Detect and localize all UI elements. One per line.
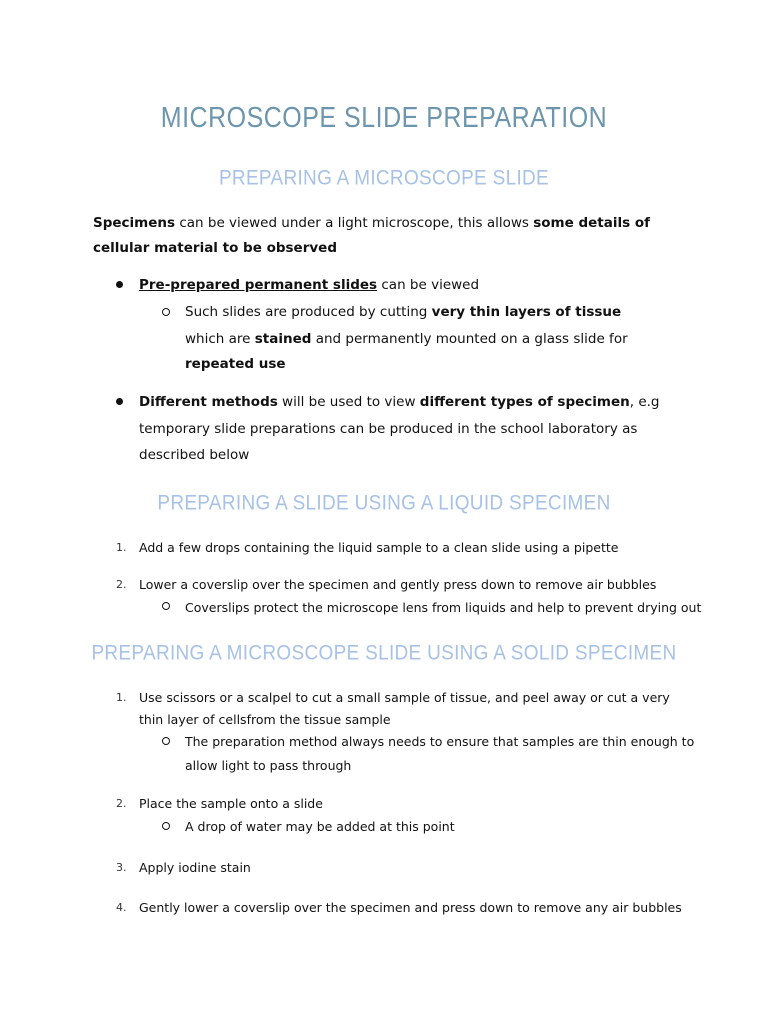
- step-number: 2.: [116, 578, 127, 591]
- bullet-1-line: [139, 273, 479, 298]
- solid-step-2-sub: A drop of water may be added at this point: [185, 819, 455, 834]
- liquid-step-1: Add a few drops containing the liquid sample to a clean slide using a pipette: [139, 540, 619, 555]
- step-number: 2.: [116, 797, 127, 810]
- bullet-circle-icon: [162, 822, 170, 830]
- section-heading-preparing-slide: PREPARING A MICROSCOPE SLIDE: [218, 166, 550, 190]
- liquid-step-2: Lower a coverslip over the specimen and gently press down to remove air bubbles: [139, 577, 657, 592]
- liquid-step-2-sub: Coverslips protect the microscope lens from liquids and help to prevent drying out: [185, 600, 702, 615]
- solid-step-1-sub-line-2: allow light to pass through: [185, 758, 352, 773]
- bullet-2-emphasis-2: different types of specimen: [419, 394, 630, 410]
- sub-bullet-1-stained: stained: [254, 331, 312, 347]
- intro-line-1: [93, 211, 650, 236]
- bullet-2-line-1: [139, 390, 659, 415]
- solid-step-4: Gently lower a coverslip over the specimen and press down to remove any air bubbles: [139, 900, 682, 915]
- intro-text: can be viewed under a light microscope, this allows: [175, 215, 534, 231]
- intro-specimens: Specimens: [93, 215, 176, 231]
- solid-step-1-line-2: thin layer of cellsfrom the tissue sample: [139, 712, 391, 727]
- intro-line-2: [93, 236, 337, 261]
- step-number: 1.: [116, 541, 127, 554]
- bullet-2-emphasis-1: Different methods: [139, 394, 278, 410]
- sub-bullet-1-line-2: [185, 327, 628, 352]
- section-heading-liquid-specimen: PREPARING A SLIDE USING A LIQUID SPECIMEN: [157, 491, 611, 515]
- step-number: 3.: [116, 861, 127, 874]
- bullet-1-text: can be viewed: [377, 277, 480, 293]
- sub-bullet-1-text: Such slides are produced by cutting: [185, 304, 432, 320]
- step-number: 1.: [116, 691, 127, 704]
- solid-step-3: Apply iodine stain: [139, 860, 251, 875]
- intro-emphasis-2: cellular material to be observed: [93, 240, 337, 256]
- solid-step-1-line-1: Use scissors or a scalpel to cut a small sample of tissue, and peel away or cut a very: [139, 690, 670, 705]
- section-heading-solid-specimen: PREPARING A MICROSCOPE SLIDE USING A SOLID SPECIMEN: [91, 641, 677, 665]
- sub-bullet-1-text-2: which are: [185, 331, 255, 347]
- bullet-2-line-2: temporary slide preparations can be produced in the school laboratory as: [139, 421, 638, 437]
- bullet-circle-icon: [162, 737, 170, 745]
- sub-bullet-1-repeated: repeated use: [185, 356, 286, 372]
- bullet-2-text: will be used to view: [277, 394, 420, 410]
- page-title: MICROSCOPE SLIDE PREPARATION: [160, 101, 608, 135]
- solid-step-2: Place the sample onto a slide: [139, 796, 323, 811]
- bullet-1-emphasis: Pre-prepared permanent slides: [139, 277, 378, 293]
- sub-bullet-1-text-3: and permanently mounted on a glass slide for: [311, 331, 628, 347]
- bullet-dot-icon: [116, 398, 123, 405]
- sub-bullet-1-line-1: [185, 300, 621, 325]
- bullet-circle-icon: [162, 602, 170, 610]
- bullet-dot-icon: [116, 281, 123, 288]
- step-number: 4.: [116, 901, 127, 914]
- sub-bullet-1-line-3: [185, 352, 286, 377]
- bullet-2-line-3: described below: [139, 447, 250, 463]
- sub-bullet-1-emphasis: very thin layers of tissue: [431, 304, 622, 320]
- intro-emphasis: some details of: [533, 215, 651, 231]
- solid-step-1-sub-line-1: The preparation method always needs to ensure that samples are thin enough to: [185, 734, 695, 749]
- bullet-circle-icon: [162, 308, 170, 316]
- bullet-2-eg: , e.g: [629, 394, 660, 410]
